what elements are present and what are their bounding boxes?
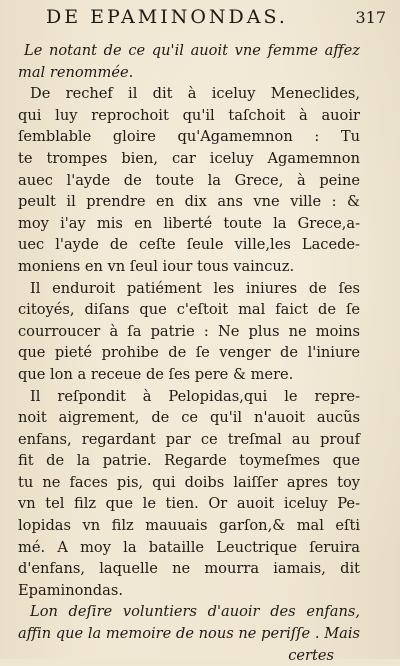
text-line: Il reſpondit à Pelopidas,qui le repre- (30, 387, 360, 405)
text-line: que pieté prohibe de ſe venger de l'iniure (18, 344, 360, 362)
page-header (46, 6, 386, 32)
text-line: auec l'ayde de toute la Grece, à peine (18, 171, 360, 189)
text-line: affin que la memoire de nous ne periſſe . Mais (18, 625, 360, 643)
text-line: mé. A moy la bataille Leuctrique ſeruira (18, 538, 360, 556)
text-line: Le notant de ce qu'il auoit vne femme affez (24, 42, 360, 59)
text-line: qui luy reprochoit qu'il taſchoit à auoir (18, 106, 360, 124)
text-line: Il enduroit patiément les iniures de ſes (30, 279, 360, 297)
text-line: lopidas vn filz mauuais garſon,& mal eſti (18, 517, 360, 535)
text-line: peult il prendre en dix ans vne ville : & (18, 193, 360, 211)
text-line: De rechef il dit à iceluy Meneclides, (30, 85, 360, 103)
text-line: courroucer à ſa patrie : Ne plus ne moins (18, 322, 360, 340)
text-line: ſemblable gloire qu'Agamemnon : Tu (18, 128, 360, 146)
text-line: fit de la patrie. Regarde toymeſmes que (18, 452, 360, 470)
page-number: 317 (355, 8, 386, 27)
text-line: uec l'ayde de ceſte ſeule ville,les Lacede- (18, 236, 360, 254)
text-line: moniens en vn ſeul iour tous vaincuz. (18, 257, 295, 275)
text-line: moy i'ay mis en liberté toute la Grece,a- (18, 214, 360, 232)
text-line: enfans, regardant par ce treſmal au prouf (18, 430, 360, 448)
text-line: Lon deſire voluntiers d'auoir des enfans, (30, 603, 360, 621)
text-line: mal renommée. (18, 63, 134, 81)
text-line: noit aigrement, de ce qu'il n'auoit aucũs (18, 409, 360, 427)
text-line: citoyés, diſans que c'eſtoit mal faict de ſe (18, 301, 360, 319)
text-line: vn tel filz que le tien. Or auoit iceluy Pe- (18, 495, 360, 513)
catchword-line: certes (288, 646, 334, 664)
text-line: d'enfans, laquelle ne mourra iamais, dit (18, 560, 360, 578)
text-line: que lon a receue de ſes pere & mere. (18, 365, 294, 383)
text-line: tu ne faces pis, qui doibs laiſſer apres toy (18, 473, 360, 491)
running-head: DE EPAMINONDAS. (46, 6, 288, 28)
text-line: te trompes bien, car iceluy Agamemnon (18, 149, 360, 167)
text-line: Epaminondas. (18, 581, 123, 599)
body-text (18, 40, 360, 666)
